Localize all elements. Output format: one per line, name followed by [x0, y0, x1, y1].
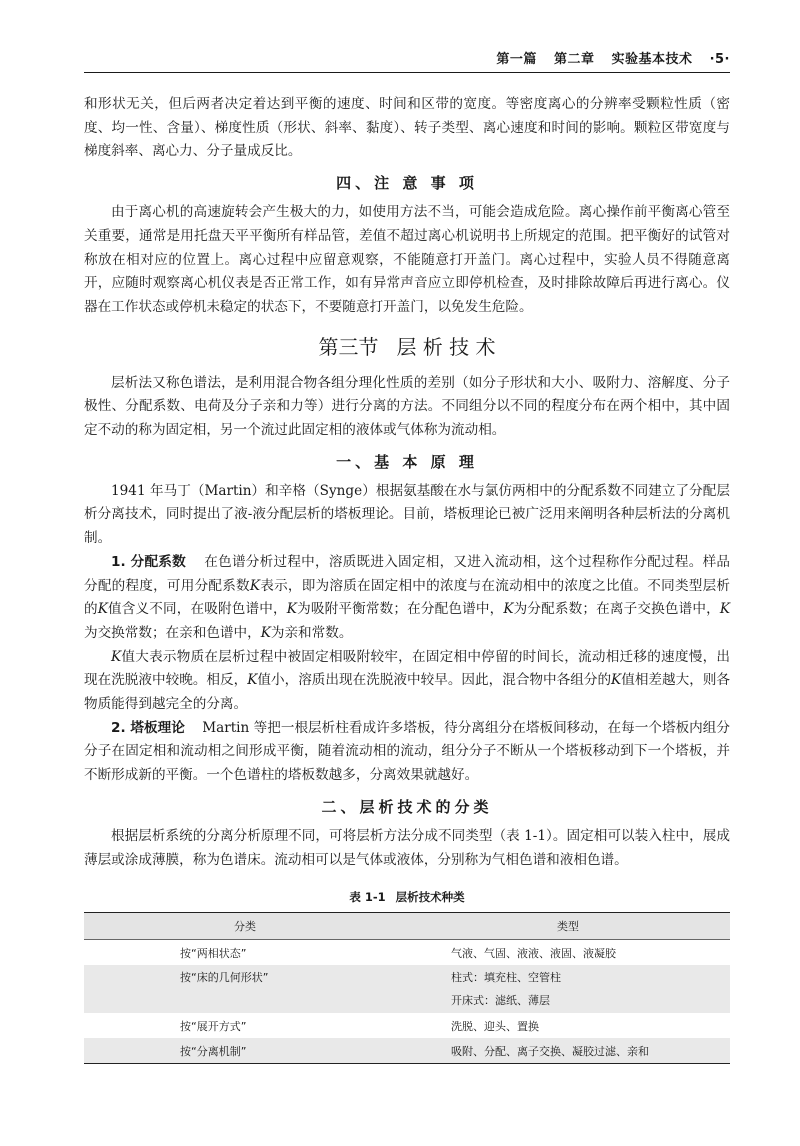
partition-coefficient-paragraph	[84, 551, 730, 646]
section-heading-precautions: 四、注 意 事 项	[336, 174, 478, 193]
k-symbol: K	[247, 672, 258, 689]
table-cell-category: 按“两相状态”	[180, 946, 247, 960]
table-row	[84, 965, 730, 1013]
kv-text-b: 值小，溶质出现在洗脱液中较早。因此，混合物中各组分的	[257, 672, 612, 689]
table-cell-types	[407, 965, 730, 1013]
table-row	[84, 940, 730, 966]
k-symbol: K	[260, 624, 271, 641]
plate-theory-text: Martin 等把一根层析柱看成许多塔板，待分离组分在塔板间移动，在每一个塔板内组分分子在固定相和流动相之间形成平衡，随着流动相的流动，组分分子不断从一个塔板移动到下一个塔板，并不断形成新的平衡。一个色谱柱的塔板数越多，分离效果就越好。	[84, 719, 730, 784]
pc-text-d: 为吸附平衡常数；在分配色谱中，	[296, 601, 504, 618]
k-symbol: K	[97, 601, 108, 618]
table-header-type: 类型	[407, 913, 730, 940]
kv-text-a: 值大表示物质在层析过程中被固定相吸附较牢，在固定相中停留的时间长，流动相迁移的速度慢，出现在洗脱液中较晚。相反，	[84, 648, 730, 689]
precautions-paragraph: 由于离心机的高速旋转会产生极大的力，如使用方法不当，可能会造成危险。离心操作前平衡离心管至关重要，通常是用托盘天平平衡所有样品管，差值不超过离心机说明书上所规定的范围。把平衡好的试管对称放在相对应的位置上。离心过程中应留意观察，不能随意打开盖门。离心过程中，实验人员不得随意离开，应随时观察离心机仪表是否正常工作，如有异常声音应立即停机检查，及时排除故障后再进行离心。仪器在工作状态或停机未稳定的状态下，不要随意打开盖门，以免发生危险。	[84, 204, 730, 315]
table-cell-types: 吸附、分配、离子交换、凝胶过滤、亲和	[407, 1038, 730, 1064]
pc-text-b: 表示，即为溶质在固定相中的浓度与在流动相中的浓度之比值。不同类型层析的	[84, 577, 731, 618]
k-symbol: K	[503, 601, 514, 618]
plate-theory-label: 2. 塔板理论	[111, 719, 185, 736]
pc-text-a: 在色谱分析过程中，溶质既进入固定相，又进入流动相，这个过程称作分配过程。样品分配的程度，可用分配系数	[84, 553, 730, 594]
partition-coefficient-label: 1. 分配系数	[111, 553, 186, 570]
pc-text-c: 值含义不同，在吸附色谱中，	[107, 601, 287, 618]
header-part: 第一篇	[496, 52, 537, 67]
table-cell-types: 洗脱、迎头、置换	[451, 1019, 539, 1033]
table-cell-type-line: 开床式：滤纸、薄层	[451, 994, 550, 1008]
chromatography-types-table	[84, 912, 730, 1064]
k-value-paragraph	[84, 646, 730, 717]
k-symbol: K	[286, 601, 297, 618]
section-heading-classification: 二、层析技术的分类	[321, 797, 493, 816]
classification-paragraph: 根据层析系统的分离分析原理不同，可将层析方法分成不同类型（表 1-1）。固定相可以装入柱中，展成薄层或涂成薄膜，称为色谱床。流动相可以是气体或液体，分别称为气相色谱和液相色谱。	[84, 827, 730, 868]
table-row	[84, 1013, 730, 1038]
k-symbol: K	[249, 577, 261, 594]
table-cell-category: 按“展开方式”	[180, 1019, 247, 1033]
table-cell-type-line: 柱式：填充柱、空管柱	[451, 971, 561, 985]
table-title: 层析技术种类	[395, 890, 465, 905]
kv-text-c: 值相差越大，则各物质能得到越完全的分离。	[84, 672, 731, 713]
k-symbol: K	[111, 648, 122, 665]
table-cell-category: 按“分离机制”	[84, 1038, 407, 1064]
page-body	[84, 93, 730, 1064]
table-caption	[84, 888, 730, 906]
table-number: 表 1-1	[349, 890, 386, 905]
running-header	[84, 48, 730, 67]
section-name: 层 析 技 术	[396, 334, 496, 359]
header-rule	[84, 72, 730, 73]
pc-text-e: 为分配系数；在离子交换色谱中，	[513, 601, 720, 618]
pc-text-g: 为亲和常数。	[270, 624, 353, 641]
intro-paragraph: 和形状无关，但后两者决定着达到平衡的速度、时间和区带的宽度。等密度离心的分辨率受颗粒性质（密度、均一性、含量）、梯度性质（形状、斜率、黏度）、转子类型、离心速度和时间的影响。颗粒区带宽度与梯度斜率、离心力、分子量成反比。	[84, 96, 730, 160]
section-number: 第三节	[318, 334, 379, 359]
table-header-row	[84, 913, 730, 940]
k-symbol: K	[719, 601, 731, 618]
pc-text-f: 为交换常数；在亲和色谱中，	[84, 624, 261, 641]
k-symbol: K	[611, 672, 622, 689]
chromatography-intro-paragraph: 层析法又称色谱法，是利用混合物各组分理化性质的差别（如分子形状和大小、吸附力、溶解度、分子极性、分配系数、电荷及分子亲和力等）进行分离的方法。不同组分以不同的程度分布在两个相中，其中固定不动的称为固定相，另一个流过此固定相的液体或气体称为流动相。	[84, 374, 730, 439]
table-cell-types: 气液、气固、液液、液固、液凝胶	[451, 946, 616, 960]
header-chapter: 第二章	[553, 52, 595, 67]
history-paragraph: 1941 年马丁（Martin）和辛格（Synge）根据氨基酸在水与氯仿两相中的分配系数不同建立了分配层析分离技术，同时提出了液-液分配层析的塔板理论。目前，塔板理论已被广泛用来阐明各种层析法的分离机制。	[84, 482, 730, 547]
page-number: ·5·	[709, 52, 730, 67]
section-title	[84, 332, 730, 362]
plate-theory-paragraph	[84, 717, 730, 788]
section-heading-basic-principle: 一、基 本 原 理	[336, 452, 478, 471]
table-row	[84, 1038, 730, 1064]
table-header-category: 分类	[84, 913, 407, 940]
header-chapter-title: 实验基本技术	[611, 52, 693, 67]
table-cell-category: 按“床的几何形状”	[180, 971, 269, 985]
